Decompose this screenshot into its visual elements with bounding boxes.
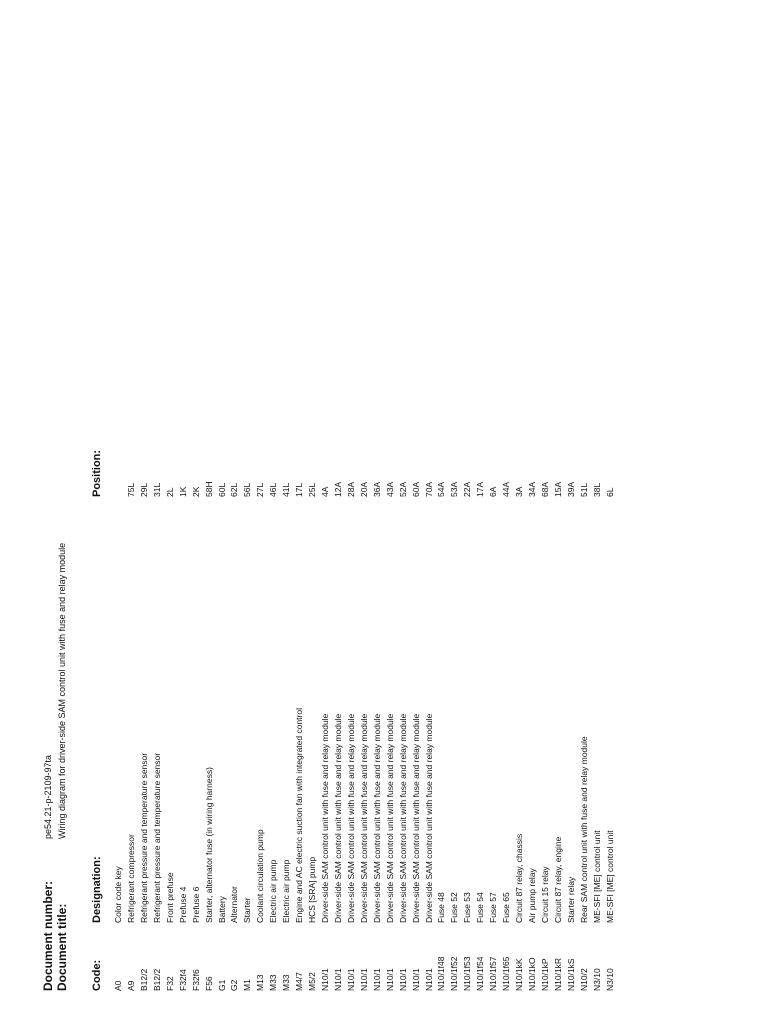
table-row [345,44,358,1024]
component-code: B12/2 [151,968,162,991]
component-designation: Color code key [113,866,123,923]
component-designation: Circuit 87 relay, chassis [514,833,525,923]
table-row [565,44,578,1024]
table-row [138,44,151,1024]
component-code: N10/1kS [565,958,576,991]
table-row [280,44,293,1024]
component-designation: Electric air pump [281,859,292,923]
component-code: N10/2 [578,968,589,991]
document-title-value: Wiring diagram for driver-side SAM control unit with fuse and relay module [57,542,67,839]
component-designation: ME-SFI [ME] control unit [591,830,602,923]
component-code: M5/2 [307,972,318,991]
component-position: 34A [527,481,537,497]
component-designation: HCS [SRA] pump [307,856,318,923]
component-code: M4/7 [294,972,305,991]
component-designation: Driver-side SAM control unit with fuse and relay module [320,713,330,923]
component-designation: Refrigerant pressure and temperature sensor [151,752,162,923]
component-position: 3A [514,486,525,497]
component-position: 2K [190,486,201,497]
table-row [203,44,216,1024]
component-position: 62L [229,482,240,497]
component-table [112,44,617,1024]
component-position: 2L [164,487,175,497]
component-code: N10/1 [371,968,382,991]
component-position: 1K [177,486,188,497]
component-code: A9 [125,980,136,991]
component-code: N10/1 [358,968,369,991]
component-code: N10/1 [345,968,356,991]
component-designation: Alternator [229,886,240,923]
component-position: 54A [436,481,447,497]
component-position: 38L [591,482,602,497]
component-designation: Prefuse 6 [190,886,201,923]
table-row [190,44,203,1024]
component-code: B12/2 [138,968,149,991]
component-code: F56 [203,976,214,991]
component-designation: Fuse 57 [488,892,499,923]
component-designation: Circuit 87 relay, engine [552,836,563,923]
component-position: 25L [307,482,318,497]
component-position: 31L [151,482,162,497]
component-designation: Driver-side SAM control unit with fuse and relay module [358,713,369,923]
table-row [539,44,552,1024]
component-code: N10/1 [320,968,330,991]
component-designation: Driver-side SAM control unit with fuse and relay module [397,713,408,923]
component-position: 27L [255,482,266,497]
component-position: 4A [320,486,330,497]
component-designation: Electric air pump [268,859,279,923]
component-designation: Coolant circulation pump [255,829,266,923]
component-code: M1 [242,979,253,991]
component-code: N10/1f52 [449,956,460,991]
table-row [410,44,423,1024]
component-position: 75L [125,482,136,497]
component-code: N10/1kK [514,958,525,991]
component-code: F32 [164,976,175,991]
table-row [358,44,371,1024]
component-designation: Starter [242,897,253,923]
component-position: 58H [203,481,214,497]
table-row [461,44,474,1024]
component-code: N10/1kP [539,958,550,991]
component-code: N10/1kO [527,957,537,991]
component-code: N10/1 [410,968,421,991]
component-code: N10/1 [384,968,395,991]
component-position: 22A [462,481,473,497]
component-code: N10/1f54 [475,956,486,991]
component-code: A0 [113,980,123,991]
position-column-header: Position: [91,449,103,497]
component-designation: Refrigerant compressor [125,834,136,923]
component-designation: Rear SAM control unit with fuse and relay module [578,736,589,923]
table-row [578,44,591,1024]
component-designation: Fuse 52 [449,892,460,923]
table-row [500,44,513,1024]
component-code: M13 [255,974,266,991]
component-position: 52A [397,481,408,497]
table-row [513,44,526,1024]
code-column-header: Code: [91,959,103,991]
table-row [397,44,410,1024]
component-code: N10/1f48 [436,956,447,991]
component-designation: Driver-side SAM control unit with fuse and relay module [332,713,343,923]
component-position: 60A [410,481,421,497]
component-position: 60L [216,482,227,497]
document-title-label: Document title: [55,903,69,991]
component-code: N10/1f57 [488,956,499,991]
component-code: M33 [281,974,292,991]
table-row [319,44,332,1024]
component-designation: Driver-side SAM control unit with fuse and relay module [410,713,421,923]
table-row [474,44,487,1024]
component-designation: Prefuse 4 [177,886,188,923]
table-row [384,44,397,1024]
component-position: 51L [578,482,589,497]
table-row [177,44,190,1024]
component-designation: Driver-side SAM control unit with fuse and relay module [384,713,395,923]
component-designation: Fuse 48 [436,892,447,923]
component-position: 29L [138,482,149,497]
component-position: 36A [371,481,382,497]
table-row [423,44,436,1024]
component-code: N10/1f65 [501,956,512,991]
table-row [216,44,229,1024]
table-row [526,44,539,1024]
component-code: M33 [268,974,279,991]
table-row [604,44,617,1024]
component-designation: Driver-side SAM control unit with fuse and relay module [345,713,356,923]
table-row [371,44,384,1024]
table-row [125,44,138,1024]
component-position: 6A [488,486,499,497]
table-row [306,44,319,1024]
table-row [293,44,306,1024]
component-position: 46L [268,482,279,497]
component-position: 17A [475,481,486,497]
component-code: N10/1 [332,968,343,991]
component-code: F32f6 [190,969,201,991]
component-position: 17L [294,482,305,497]
component-designation: Fuse 53 [462,892,473,923]
table-row [228,44,241,1024]
component-position: 15A [552,481,563,497]
component-designation: Driver-side SAM control unit with fuse and relay module [423,713,434,923]
document-sheet [40,44,680,1024]
component-position: 39A [565,481,576,497]
component-position: 28A [345,481,356,497]
component-position: 68A [539,481,550,497]
component-code: F32f4 [177,969,188,991]
component-position: 44A [501,481,512,497]
table-row [267,44,280,1024]
component-code: N10/1 [423,968,434,991]
table-row [332,44,345,1024]
component-position: 56L [242,482,253,497]
table-row [112,44,125,1024]
component-designation: Engine and AC electric suction fan with integrated control [294,708,305,923]
component-code: N3/10 [591,968,602,991]
table-row [164,44,177,1024]
component-designation: Refrigerant pressure and temperature sensor [138,752,149,923]
component-designation: Battery [216,896,227,923]
component-position: 6L [604,487,615,497]
component-position: 41L [281,482,292,497]
component-designation: Fuse 65 [501,892,512,923]
component-designation: Front prefuse [164,872,175,923]
table-row [487,44,500,1024]
document-number-label: Document number: [41,880,55,991]
table-row [552,44,565,1024]
component-designation: Driver-side SAM control unit with fuse and relay module [371,713,382,923]
component-position: 20A [358,481,369,497]
component-code: N10/1kR [552,957,563,991]
component-designation: Starter relay [565,876,576,923]
component-designation: Air pump relay [527,868,537,923]
component-position: 12A [332,481,343,497]
component-code: N10/1f53 [462,956,473,991]
component-designation: Starter, alternator fuse (in wiring harness) [203,767,214,923]
table-row [591,44,604,1024]
table-row [435,44,448,1024]
component-designation: Fuse 54 [475,892,486,923]
component-position: 43A [384,481,395,497]
component-designation: Circuit 15 relay [539,866,550,923]
component-position: 53A [449,481,460,497]
table-row [151,44,164,1024]
component-code: G2 [229,979,240,991]
table-row [254,44,267,1024]
component-designation: ME-SFI [ME] control unit [604,830,615,923]
component-position: 70A [423,481,434,497]
document-number-value: pe54.21-p-2109-97ta [43,754,53,839]
component-code: G1 [216,979,227,991]
table-row [448,44,461,1024]
table-row [241,44,254,1024]
designation-column-header: Designation: [91,856,103,923]
component-code: N10/1 [397,968,408,991]
component-code: N3/10 [604,968,615,991]
